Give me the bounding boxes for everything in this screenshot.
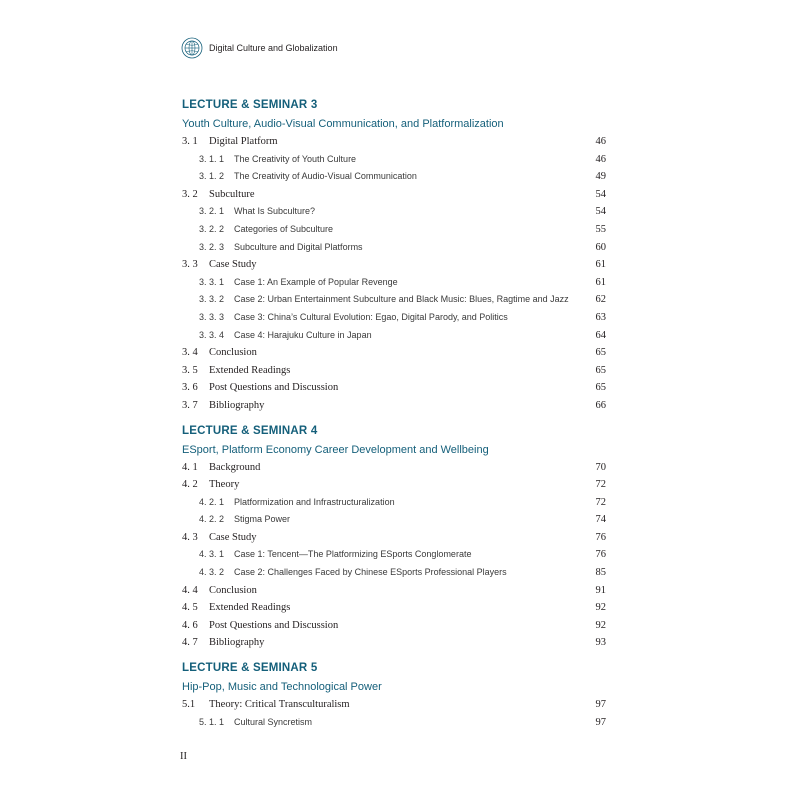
entry-page-number: 61 bbox=[595, 259, 606, 271]
entry-heading bbox=[182, 529, 596, 547]
entry-number: 4. 2. 2 bbox=[199, 514, 225, 525]
entry-label: Post Questions and Discussion bbox=[209, 382, 339, 394]
entry-label: Extended Readings bbox=[209, 364, 291, 376]
entry-heading bbox=[199, 151, 596, 169]
entry-number: 4. 3. 2 bbox=[199, 567, 225, 578]
entry-label: The Creativity of Youth Culture bbox=[234, 153, 357, 164]
entry-heading bbox=[182, 344, 596, 362]
entry-heading bbox=[199, 168, 596, 186]
entry-label: Conclusion bbox=[209, 347, 257, 359]
toc-section-entry[interactable] bbox=[182, 634, 606, 652]
toc-subsection-entry[interactable] bbox=[182, 327, 606, 345]
entry-label: Stigma Power bbox=[234, 514, 291, 525]
entry-heading bbox=[182, 617, 596, 635]
entry-page-number: 76 bbox=[595, 531, 606, 543]
entry-number: 4. 7 bbox=[182, 637, 198, 649]
entry-number: 3. 4 bbox=[182, 347, 198, 359]
entry-number: 3. 5 bbox=[182, 364, 198, 376]
entry-number: 3. 6 bbox=[182, 382, 198, 394]
entry-label: Subculture bbox=[209, 188, 255, 200]
entry-page-number: 60 bbox=[595, 241, 606, 253]
entry-number: 3. 2. 2 bbox=[199, 223, 225, 234]
toc-section-entry[interactable] bbox=[182, 379, 606, 397]
toc-section-entry[interactable] bbox=[182, 582, 606, 600]
toc-section-entry[interactable] bbox=[182, 362, 606, 380]
entry-number: 3. 1 bbox=[182, 136, 198, 147]
entry-number: 4. 2 bbox=[182, 479, 198, 491]
entry-heading bbox=[199, 221, 596, 239]
entry-label: Case Study bbox=[209, 531, 257, 543]
entry-heading bbox=[199, 494, 596, 512]
toc-section-entry[interactable] bbox=[182, 186, 606, 204]
toc-subsection-entry[interactable] bbox=[182, 714, 606, 732]
entry-label: Case 4: Harajuku Culture in Japan bbox=[234, 329, 372, 340]
page-number: II bbox=[180, 751, 187, 762]
lecture-title: LECTURE & SEMINAR 3 bbox=[182, 99, 318, 111]
entry-heading bbox=[182, 379, 596, 397]
entry-heading bbox=[182, 186, 596, 204]
entry-heading bbox=[182, 582, 596, 600]
entry-page-number: 55 bbox=[595, 223, 606, 235]
entry-number: 4. 6 bbox=[182, 619, 198, 631]
toc-section-entry[interactable] bbox=[182, 476, 606, 494]
lecture-title: LECTURE & SEMINAR 5 bbox=[182, 662, 318, 675]
toc-subsection-entry[interactable] bbox=[182, 221, 606, 239]
entry-number: 3. 3. 4 bbox=[199, 329, 225, 340]
entry-label: Case 1: Tencent—The Platformizing ESports Conglomerate bbox=[234, 549, 472, 560]
toc-section-entry[interactable] bbox=[182, 133, 606, 151]
toc-subsection-entry[interactable] bbox=[182, 239, 606, 257]
toc-section-entry[interactable] bbox=[182, 617, 606, 635]
entry-heading bbox=[182, 362, 596, 380]
entry-page-number: 61 bbox=[595, 276, 606, 288]
entry-number: 4. 3. 1 bbox=[199, 549, 225, 560]
toc-subsection-entry[interactable] bbox=[182, 151, 606, 169]
entry-page-number: 70 bbox=[595, 461, 606, 473]
entry-heading bbox=[182, 133, 596, 151]
entry-heading bbox=[182, 397, 596, 415]
table-of-contents bbox=[182, 95, 606, 731]
entry-label: Background bbox=[209, 461, 261, 473]
toc-section-entry[interactable] bbox=[182, 696, 606, 714]
entry-number: 4. 4 bbox=[182, 584, 198, 596]
entry-label: Subculture and Digital Platforms bbox=[234, 241, 363, 252]
entry-heading bbox=[199, 274, 596, 292]
book-title: Digital Culture and Globalization bbox=[209, 43, 338, 53]
entry-label: Extended Readings bbox=[209, 602, 291, 614]
toc-subsection-entry[interactable] bbox=[182, 309, 606, 327]
entry-number: 3. 2. 3 bbox=[199, 241, 225, 252]
entry-label: Case 3: China’s Cultural Evolution: Egao, Digital Parody, and Politics bbox=[234, 311, 508, 322]
entry-page-number: 85 bbox=[595, 567, 606, 579]
entry-heading bbox=[182, 459, 596, 477]
toc-subsection-entry[interactable] bbox=[182, 274, 606, 292]
toc-subsection-entry[interactable] bbox=[182, 546, 606, 564]
entry-page-number: 91 bbox=[595, 584, 606, 596]
entry-heading bbox=[199, 327, 596, 345]
entry-number: 3. 3. 3 bbox=[199, 311, 225, 322]
entry-page-number: 66 bbox=[595, 399, 606, 411]
toc-section-entry[interactable] bbox=[182, 344, 606, 362]
entry-page-number: 54 bbox=[595, 188, 606, 200]
entry-heading bbox=[182, 634, 596, 652]
entry-page-number: 72 bbox=[595, 479, 606, 491]
entry-page-number: 72 bbox=[595, 496, 606, 508]
entry-number: 3. 2 bbox=[182, 188, 198, 200]
toc-section-entry[interactable] bbox=[182, 459, 606, 477]
toc-subsection-entry[interactable] bbox=[182, 203, 606, 221]
entry-heading bbox=[182, 256, 596, 274]
lecture-subtitle: Hip-Pop, Music and Technological Power bbox=[182, 681, 382, 694]
entry-number: 3. 2. 1 bbox=[199, 206, 225, 217]
entry-number: 5. 1. 1 bbox=[199, 716, 225, 727]
entry-heading bbox=[182, 696, 596, 714]
entry-label: Theory bbox=[209, 479, 240, 491]
toc-subsection-entry[interactable] bbox=[182, 564, 606, 582]
lecture-subtitle: ESport, Platform Economy Career Development and Wellbeing bbox=[182, 443, 489, 456]
entry-page-number: 65 bbox=[595, 364, 606, 376]
entry-number: 3. 7 bbox=[182, 399, 198, 411]
entry-page-number: 97 bbox=[595, 716, 606, 728]
entry-label: Theory: Critical Transculturalism bbox=[209, 699, 350, 711]
entry-label: Cultural Syncretism bbox=[234, 716, 313, 727]
lecture-subtitle: Youth Culture, Audio-Visual Communication, and Platformalization bbox=[182, 118, 504, 130]
entry-page-number: 64 bbox=[595, 329, 606, 341]
entry-number: 3. 3. 1 bbox=[199, 276, 225, 287]
entry-label: Bibliography bbox=[209, 637, 265, 649]
entry-label: Post Questions and Discussion bbox=[209, 619, 339, 631]
entry-label: Case 1: An Example of Popular Revenge bbox=[234, 276, 398, 287]
entry-heading bbox=[199, 239, 596, 257]
toc-section-entry[interactable] bbox=[182, 599, 606, 617]
entry-label: Case Study bbox=[209, 259, 257, 271]
toc-subsection-entry[interactable] bbox=[182, 168, 606, 186]
entry-heading bbox=[199, 546, 596, 564]
entry-page-number: 54 bbox=[595, 206, 606, 218]
toc-subsection-entry[interactable] bbox=[182, 291, 606, 309]
entry-label: Categories of Subculture bbox=[234, 223, 334, 234]
entry-label: Case 2: Challenges Faced by Chinese ESports Professional Players bbox=[234, 567, 507, 578]
entry-heading bbox=[199, 203, 596, 221]
entry-page-number: 97 bbox=[595, 699, 606, 711]
entry-heading bbox=[182, 599, 596, 617]
toc-subsection-entry[interactable] bbox=[182, 494, 606, 512]
toc-section-entry[interactable] bbox=[182, 397, 606, 415]
entry-number: 4. 3 bbox=[182, 531, 198, 543]
entry-page-number: 62 bbox=[595, 294, 606, 306]
toc-section-entry[interactable] bbox=[182, 529, 606, 547]
entry-heading bbox=[182, 476, 596, 494]
globe-icon bbox=[181, 37, 203, 59]
entry-heading bbox=[199, 291, 596, 309]
entry-number: 3. 3. 2 bbox=[199, 294, 225, 305]
entry-heading bbox=[199, 511, 596, 529]
entry-page-number: 49 bbox=[595, 171, 606, 183]
lecture-title: LECTURE & SEMINAR 4 bbox=[182, 424, 318, 437]
entry-label: Platformization and Infrastructuralization bbox=[234, 496, 395, 507]
entry-heading bbox=[199, 564, 596, 582]
entry-page-number: 74 bbox=[595, 514, 606, 526]
entry-number: 4. 1 bbox=[182, 461, 198, 473]
entry-page-number: 46 bbox=[595, 136, 606, 147]
running-header bbox=[181, 37, 338, 59]
entry-label: What Is Subculture? bbox=[234, 206, 316, 217]
entry-label: The Creativity of Audio-Visual Communication bbox=[234, 171, 417, 182]
entry-label: Conclusion bbox=[209, 584, 257, 596]
entry-page-number: 46 bbox=[595, 153, 606, 165]
entry-page-number: 76 bbox=[595, 549, 606, 561]
entry-page-number: 63 bbox=[595, 311, 606, 323]
entry-page-number: 92 bbox=[595, 602, 606, 614]
entry-page-number: 92 bbox=[595, 619, 606, 631]
entry-number: 3. 1. 1 bbox=[199, 153, 225, 164]
entry-number: 3. 3 bbox=[182, 259, 198, 271]
entry-number: 3. 1. 2 bbox=[199, 171, 225, 182]
entry-page-number: 93 bbox=[595, 637, 606, 649]
entry-heading bbox=[199, 714, 596, 732]
toc-subsection-entry[interactable] bbox=[182, 511, 606, 529]
entry-label: Bibliography bbox=[209, 399, 265, 411]
entry-number: 5.1 bbox=[182, 699, 196, 711]
entry-number: 4. 5 bbox=[182, 602, 198, 614]
entry-number: 4. 2. 1 bbox=[199, 496, 225, 507]
entry-label: Digital Platform bbox=[209, 136, 278, 147]
entry-page-number: 65 bbox=[595, 382, 606, 394]
entry-page-number: 65 bbox=[595, 347, 606, 359]
toc-section-entry[interactable] bbox=[182, 256, 606, 274]
entry-label: Case 2: Urban Entertainment Subculture and Black Music: Blues, Ragtime and Jazz bbox=[234, 294, 569, 305]
entry-heading bbox=[199, 309, 596, 327]
